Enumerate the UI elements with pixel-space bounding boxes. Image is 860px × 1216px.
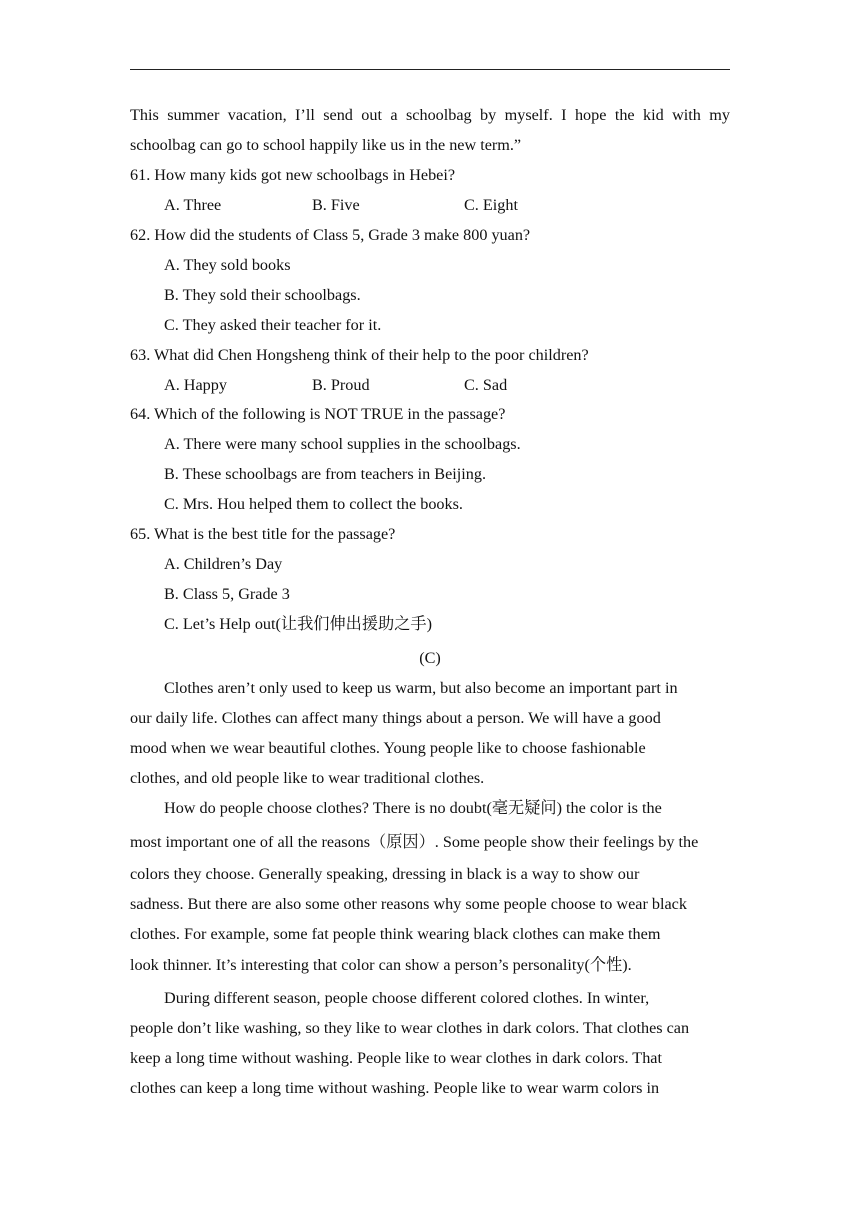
passage-line: most important one of all the reasons（原因）. Some people show their feelings by the xyxy=(130,833,699,851)
passage-line: look thinner. It’s interesting that color can show a person’s personality(个性). xyxy=(130,956,632,974)
passage-line: people don’t like washing, so they like to wear clothes in dark colors. That clothes can xyxy=(130,1019,690,1037)
option-b: B. They sold their schoolbags. xyxy=(164,286,361,304)
header-rule xyxy=(130,69,730,70)
option-c: C. Eight xyxy=(464,196,518,214)
option-b: B. Proud xyxy=(312,376,370,394)
question-stem-61: 61. How many kids got new schoolbags in Hebei? xyxy=(130,166,456,184)
passage-line: clothes. For example, some fat people think wearing black clothes can make them xyxy=(130,925,661,943)
passage-line: clothes, and old people like to wear traditional clothes. xyxy=(130,769,485,787)
passage-line: sadness. But there are also some other reasons why some people choose to wear black xyxy=(130,895,687,913)
passage-line: clothes can keep a long time without washing. People like to wear warm colors in xyxy=(130,1079,660,1097)
option-b: B. Class 5, Grade 3 xyxy=(164,585,290,603)
question-stem-62: 62. How did the students of Class 5, Grade 3 make 800 yuan? xyxy=(130,226,531,244)
section-heading: (C) xyxy=(419,649,441,667)
passage-line: mood when we wear beautiful clothes. Young people like to choose fashionable xyxy=(130,739,646,757)
intro-line: This summer vacation, I’ll send out a schoolbag by myself. I hope the kid with my xyxy=(130,106,730,124)
passage-line: How do people choose clothes? There is no doubt(毫无疑问) the color is the xyxy=(164,799,662,817)
option-c: C. Mrs. Hou helped them to collect the books. xyxy=(164,495,463,513)
passage-line: During different season, people choose different colored clothes. In winter, xyxy=(164,989,650,1007)
option-b: B. These schoolbags are from teachers in Beijing. xyxy=(164,465,487,483)
question-stem-65: 65. What is the best title for the passage? xyxy=(130,525,396,543)
option-c: C. Let’s Help out(让我们伸出援助之手) xyxy=(164,615,432,633)
passage-line: colors they choose. Generally speaking, dressing in black is a way to show our xyxy=(130,865,640,883)
passage-line: our daily life. Clothes can affect many things about a person. We will have a good xyxy=(130,709,661,727)
question-stem-64: 64. Which of the following is NOT TRUE in the passage? xyxy=(130,405,506,423)
option-a: A. Happy xyxy=(164,376,227,394)
option-a: A. There were many school supplies in the schoolbags. xyxy=(164,435,521,453)
option-a: A. Children’s Day xyxy=(164,555,283,573)
option-b: B. Five xyxy=(312,196,360,214)
intro-line: schoolbag can go to school happily like us in the new term.” xyxy=(130,136,522,154)
option-a: A. They sold books xyxy=(164,256,291,274)
question-stem-63: 63. What did Chen Hongsheng think of their help to the poor children? xyxy=(130,346,589,364)
option-a: A. Three xyxy=(164,196,222,214)
passage-line: keep a long time without washing. People like to wear clothes in dark colors. That xyxy=(130,1049,662,1067)
option-c: C. Sad xyxy=(464,376,508,394)
passage-line: Clothes aren’t only used to keep us warm, but also become an important part in xyxy=(164,679,678,697)
option-c: C. They asked their teacher for it. xyxy=(164,316,382,334)
